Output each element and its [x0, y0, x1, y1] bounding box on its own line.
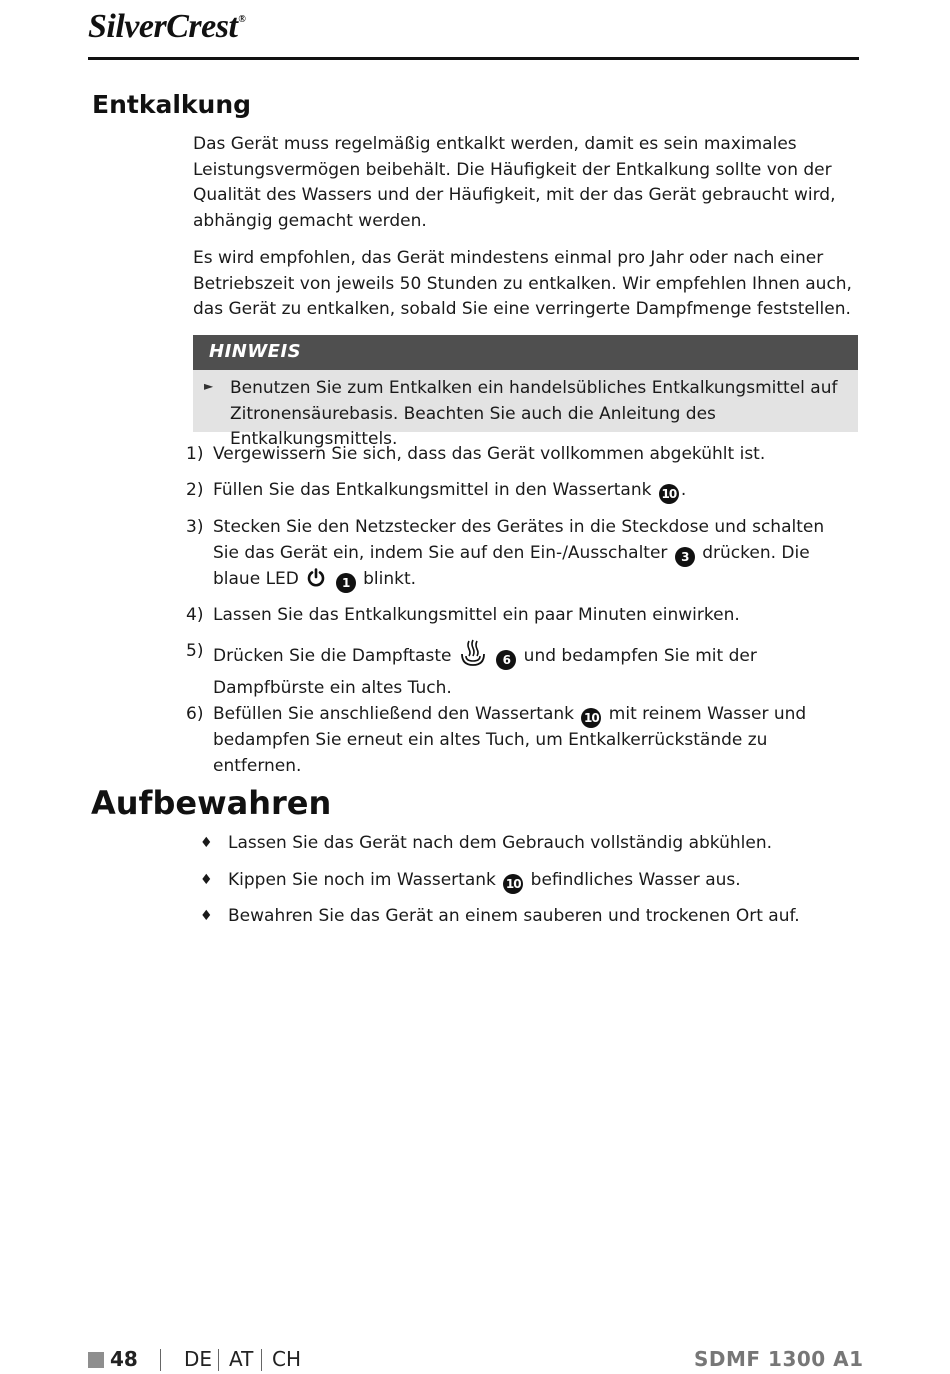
step-text: Lassen Sie das Entkalkungsmittel ein paar Minuten einwirken. — [213, 605, 740, 625]
reference-number-badge: 10 — [659, 484, 679, 504]
footer-divider — [261, 1349, 262, 1371]
list-item-text: Lassen Sie das Gerät nach dem Gebrauch vollständig abkühlen. — [228, 833, 773, 853]
step-number: 5) — [186, 641, 204, 661]
step-text: und bedampfen Sie mit der Dampfbürste ein altes Tuch. — [213, 646, 757, 698]
brand-logo — [88, 8, 245, 46]
list-item-text: Bewahren Sie das Gerät an einem sauberen und trockenen Ort auf. — [228, 906, 800, 926]
diamond-bullet-icon: ♦ — [200, 835, 213, 851]
footer-divider — [218, 1349, 219, 1371]
steam-button-icon — [460, 639, 486, 676]
step-number: 4) — [186, 605, 204, 625]
step-text: Befüllen Sie anschließend den Wassertank — [213, 704, 574, 724]
brand-logo-text: SilverCrest — [88, 8, 238, 45]
footer-language: CH — [272, 1347, 302, 1371]
list-item-text: befindliches Wasser aus. — [530, 870, 741, 890]
footer-language: AT — [229, 1347, 254, 1371]
footer-divider — [160, 1349, 161, 1371]
diamond-bullet-icon: ♦ — [200, 908, 213, 924]
note-header — [193, 335, 858, 370]
step-number: 3) — [186, 517, 204, 537]
reference-number-badge: 6 — [496, 650, 516, 670]
section-title-descale: Entkalkung — [92, 90, 252, 119]
registered-mark: ® — [238, 14, 246, 25]
list-item-text: Kippen Sie noch im Wassertank — [228, 870, 496, 890]
diamond-bullet-icon: ♦ — [200, 872, 213, 888]
footer-square-icon — [88, 1352, 104, 1368]
step-text: . — [680, 480, 687, 500]
triangle-arrow-icon: ► — [204, 379, 214, 393]
step-text: Vergewissern Sie sich, dass das Gerät vollkommen abgekühlt ist. — [213, 444, 766, 464]
descale-paragraph-1: Das Gerät muss regelmäßig entkalkt werden, damit es sein maximales Leistungsvermögen beibehält. Die Häufigkeit der Entkalkung sollte von der Qualität des Wassers und der Häufigkeit, mit der das Gerät gebraucht wird, abhängig gemacht werden. — [193, 134, 836, 231]
step-number: 6) — [186, 704, 204, 724]
power-icon — [306, 568, 326, 597]
descale-paragraph-2: Es wird empfohlen, das Gerät mindestens einmal pro Jahr oder nach einer Betriebszeit von jeweils 50 Stunden zu entkalken. Wir empfehlen Ihnen auch, das Gerät zu entkalken, sobald Sie eine verringerte Dampfmenge feststellen. — [193, 248, 852, 320]
reference-number-badge: 10 — [503, 874, 523, 894]
page-number: 48 — [110, 1347, 138, 1371]
step-number: 1) — [186, 444, 204, 464]
note-box — [193, 370, 858, 450]
step-text: Füllen Sie das Entkalkungsmittel in den Wassertank — [213, 480, 652, 500]
header-rule — [88, 57, 859, 60]
section-title-storage: Aufbewahren — [91, 784, 332, 822]
note-title: HINWEIS — [209, 341, 302, 362]
step-number: 2) — [186, 480, 204, 500]
note-text: Benutzen Sie zum Entkalken ein handelsübliches Entkalkungsmittel auf Zitronensäurebasis. Beachten Sie auch die Anleitung des Entkalkungsmittels. — [230, 378, 838, 450]
reference-number-badge: 10 — [581, 708, 601, 728]
step-text: Drücken Sie die Dampftaste — [213, 646, 452, 666]
step-text: drücken. Die blaue LED — [213, 542, 810, 589]
step-text: blinkt. — [363, 568, 417, 589]
model-number: SDMF 1300 A1 — [694, 1347, 864, 1371]
step-text: Stecken Sie den Netzstecker des Gerätes in die Steckdose und schalten Sie das Gerät ein, indem Sie auf den Ein-/Ausschalter — [213, 517, 825, 563]
step-text: mit reinem Wasser und bedampfen Sie erneut ein altes Tuch, um Entkalkerrückstände zu entfernen. — [213, 704, 807, 776]
reference-number-badge: 1 — [336, 573, 356, 593]
reference-number-badge: 3 — [675, 547, 695, 567]
footer-language: DE — [184, 1347, 213, 1371]
